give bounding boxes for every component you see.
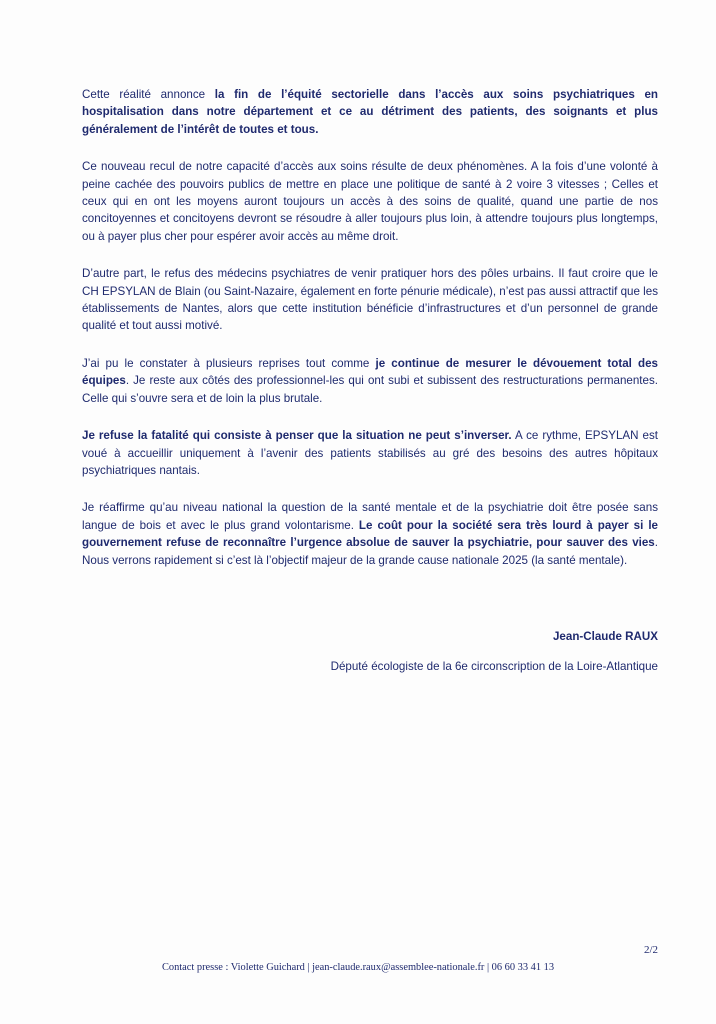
press-contact-footer: Contact presse : Violette Guichard | jean-claude.raux@assemblee-nationale.fr | 06 60 33 41 13 [161, 962, 555, 973]
letter-body [82, 86, 658, 589]
paragraph [82, 427, 658, 479]
paragraph-text: . Je reste aux côtés des professionnel-les qui ont subi et subissent des restructurations permanentes. Celle qui s’ouvre sera et de loin la plus brutale. [82, 374, 658, 405]
paragraph-text: . Nous verrons rapidement si c’est là l’objectif majeur de la grande cause nationale 2025 (la santé mentale). [82, 536, 658, 567]
paragraph-bold-text: la fin de l’équité sectorielle dans l’accès aux soins psychiatriques en hospitalisation dans notre département et ce au détriment des patients, des soignants et plus généralement de l’intérêt de toutes et tous. [82, 88, 658, 136]
paragraph-bold-text: Je refuse la fatalité qui consiste à penser que la situation ne peut s’inverser. [82, 429, 512, 443]
paragraph-bold-text: Le coût pour la société sera très lourd à payer si le gouvernement refuse de reconnaître l’urgence absolue de sauver la psychiatrie, pour sauver des vies [82, 518, 658, 550]
paragraph-text: A ce rythme, EPSYLAN est voué à accueillir uniquement à l’avenir des patients stabilisés au gré des besoins des autres hôpitaux psychiatriques nantais. [82, 429, 658, 477]
paragraph [82, 158, 658, 245]
signature-block [331, 628, 658, 675]
paragraph [82, 86, 658, 138]
paragraph-text: D’autre part, le refus des médecins psychiatres de venir pratiquer hors des pôles urbains. Il faut croire que le CH EPSYLAN de Blain (ou Saint-Nazaire, également en forte pénurie médicale), n’est pas aussi attractif que les établissements de Nantes, alors que cette institution bénéficie d’infrastructures et d’un personnel de grande qualité et tout aussi motivé. [82, 267, 658, 333]
paragraph-text: Je réaffirme qu’au niveau national la question de la santé mentale et de la psychiatrie doit être posée sans langue de bois et avec le plus grand volontarisme. [82, 501, 658, 532]
paragraph-text: J’ai pu le constater à plusieurs reprises tout comme [82, 356, 376, 370]
page-number: 2/2 [643, 944, 658, 956]
paragraph-text: Ce nouveau recul de notre capacité d’accès aux soins résulte de deux phénomènes. A la fois d’une volonté à peine cachée des pouvoirs publics de mettre en place une politique de santé à 2 voire 3 vitesses ; Celles et ceux qui en ont les moyens auront toujours un accès à des soins de qualité, quand une partie de nos concitoyennes et concitoyens devront se résoudre à aller toujours plus loin, à attendre toujours plus longtemps, ou à payer plus cher pour espérer avoir accès au même droit. [82, 160, 658, 243]
signatory-title: Député écologiste de la 6e circonscription de la Loire-Atlantique [330, 660, 658, 673]
paragraph [82, 499, 658, 569]
paragraph-text: Cette réalité annonce [82, 88, 215, 101]
signatory-name: Jean-Claude RAUX [552, 630, 658, 643]
paragraph [82, 265, 658, 335]
paragraph-bold-text: je continue de mesurer le dévouement total des équipes [82, 356, 659, 388]
paragraph [82, 355, 658, 407]
